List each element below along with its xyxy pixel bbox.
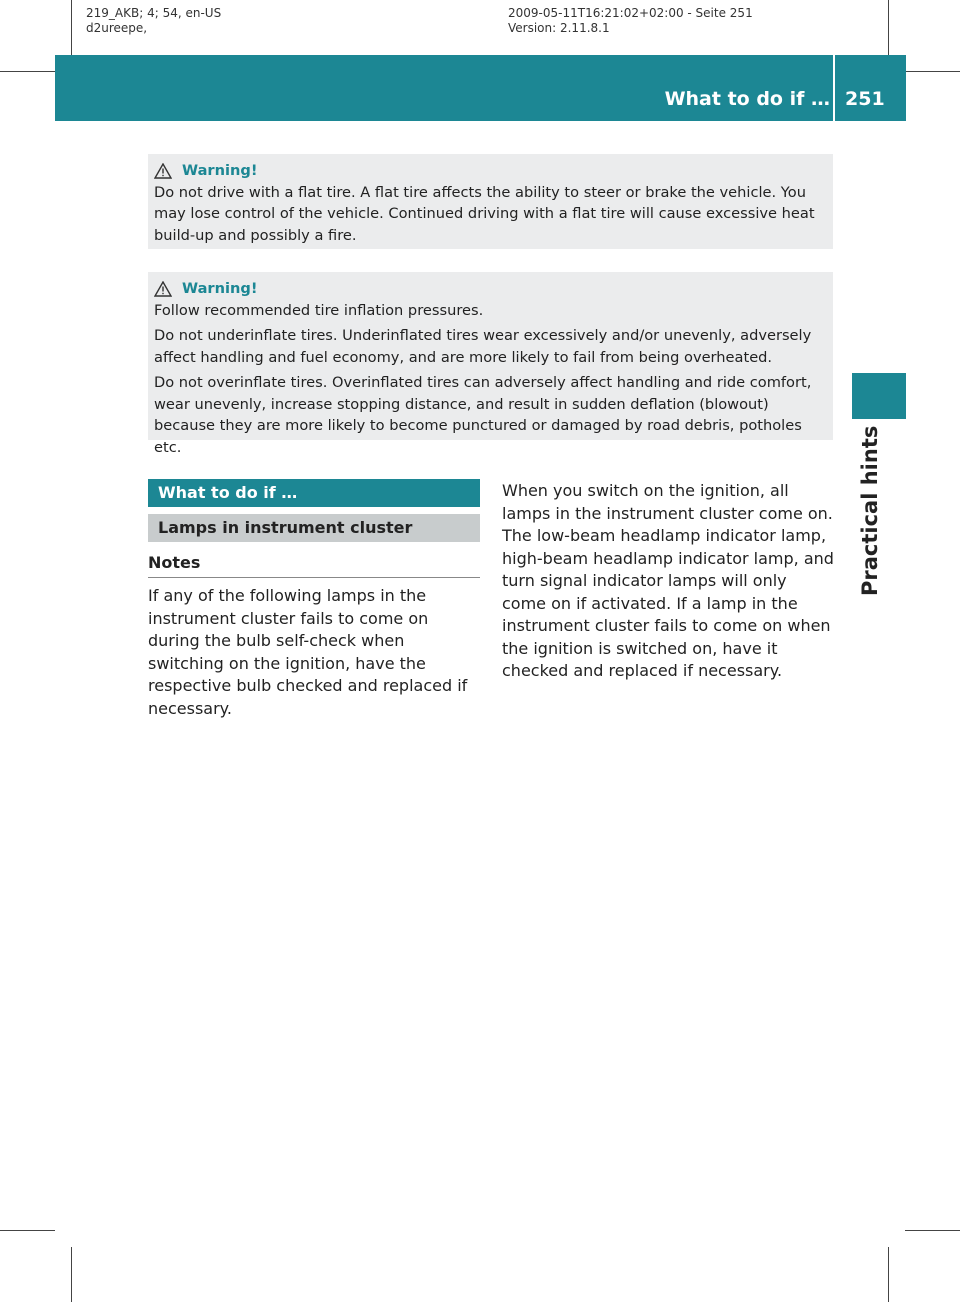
crop-mark (71, 0, 72, 55)
warning-box (148, 272, 833, 456)
meta-line: Version: 2.11.8.1 (508, 21, 610, 35)
meta-line: 219_AKB; 4; 54, en-US (86, 6, 222, 20)
warning-paragraph: Do not overinflate tires. Overinflated tires can adversely affect handling and ride comfort, wear unevenly, increase stopping distance, and result in sudden deflation (blowout) because they are more likely to become punctured or damaged by road debris, potholes etc. (154, 374, 812, 456)
crop-mark (905, 1230, 960, 1231)
crop-mark (0, 1230, 55, 1231)
warning-triangle-icon (154, 281, 172, 297)
crop-mark (71, 1247, 72, 1302)
subsection-heading: Lamps in instrument cluster (148, 514, 480, 542)
print-meta-left (86, 6, 221, 36)
crop-mark (888, 0, 889, 55)
meta-line: 2009-05-11T16:21:02+02:00 - Seite 251 (508, 6, 753, 20)
page-header-title: What to do if … (664, 88, 830, 110)
meta-line: d2ureepe, (86, 21, 148, 35)
warning-paragraph: Follow recommended tire inflation pressures. (154, 301, 484, 319)
warning-title-text: Warning! (182, 162, 258, 179)
crop-mark (905, 71, 960, 72)
crop-mark (888, 1247, 889, 1302)
warning-triangle-icon (154, 163, 172, 179)
warning-title (154, 278, 829, 300)
crop-mark (0, 71, 55, 72)
print-meta-right (508, 6, 753, 36)
warning-title-text: Warning! (182, 280, 258, 297)
warning-paragraph: Do not underinflate tires. Underinflated tires wear excessively and/or unevenly, adversely affect handling and fuel economy, and are more likely to fail from being overheated. (154, 327, 812, 366)
left-column-text: If any of the following lamps in the instrument cluster fails to come on during the bulb self-check when switching on the ignition, have the respective bulb checked and replaced if necessary. (148, 586, 468, 718)
page-number: 251 (845, 88, 885, 110)
header-divider (833, 55, 835, 121)
side-tab-marker (852, 373, 906, 419)
section-heading: What to do if … (148, 479, 480, 507)
warning-box (148, 154, 833, 249)
right-column-text: When you switch on the ignition, all lamps in the instrument cluster come on. The low-beam headlamp indicator lamp, high-beam headlamp indicator lamp, and turn signal indicator lamps will only come on if activated. If a lamp in the instrument cluster fails to come on when the ignition is switched on, have it checked and replaced if necessary. (502, 481, 834, 680)
warning-text: Do not drive with a flat tire. A flat tire affects the ability to steer or brake the vehicle. You may lose control of the vehicle. Continued driving with a flat tire will cause excessive heat build-up and possibly a fire. (154, 183, 815, 244)
notes-heading: Notes (148, 553, 480, 578)
warning-title (154, 160, 829, 182)
side-tab-label: Practical hints (858, 426, 882, 597)
